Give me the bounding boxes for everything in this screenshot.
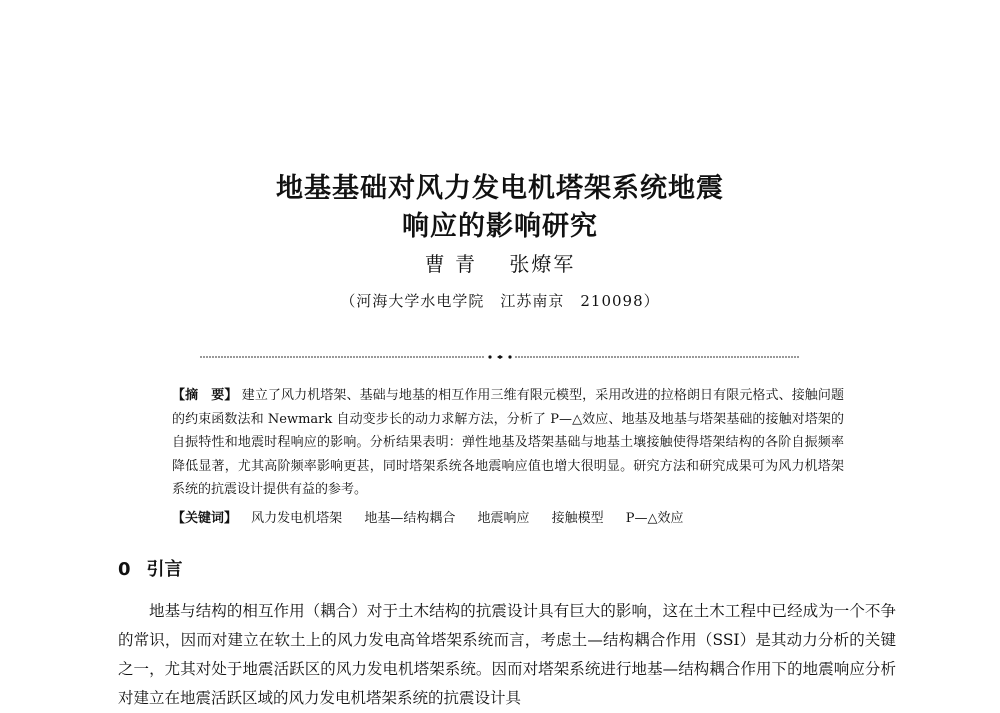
section-heading bbox=[118, 555, 183, 581]
abstract bbox=[172, 384, 844, 502]
ornamental-divider bbox=[200, 355, 800, 359]
authors bbox=[0, 248, 1000, 277]
keyword: 地震响应 bbox=[477, 511, 530, 526]
keyword: 接触模型 bbox=[551, 511, 604, 526]
section-number: 0 bbox=[118, 559, 131, 580]
keywords bbox=[172, 508, 844, 530]
author-1: 曹 青 bbox=[424, 252, 477, 276]
intro-paragraph: 地基与结构的相互作用（耦合）对于土木结构的抗震设计具有巨大的影响，这在土木工程中已经成为一个不争的常识，因而对建立在软土上的风力发电高耸塔架系统而言，考虑土—结构耦合作用（SSI）是其动力分析的关键之一，尤其对处于地震活跃区的风力发电机塔架系统。因而对塔架系统进行地基—结构耦合作用下的地震响应分析对建立在地震活跃区域的风力发电机塔架系统的抗震设计具 bbox=[118, 602, 896, 707]
keywords-label: 【关键词】 bbox=[172, 511, 238, 526]
section-title: 引言 bbox=[146, 559, 183, 580]
abstract-text: 建立了风力机塔架、基础与地基的相互作用三维有限元模型，采用改进的拉格朗日有限元格式、接触问题的约束函数法和 Newmark 自动变步长的动力求解方法，分析了 P—△效应、地基及地基与塔架基础的接触对塔架的自振特性和地震时程响应的影响。分析结果表明：弹性地基及塔架基础与地基土壤接触使得塔架结构的各阶自振频率降低显著，尤其高阶频率影响更甚，同时塔架系统各地震响应值也增大很明显。研究方法和研究成果可为风力机塔架系统的抗震设计提供有益的参考。 bbox=[172, 388, 844, 497]
abstract-label: 【摘 要】 bbox=[172, 388, 238, 403]
keyword: 地基—结构耦合 bbox=[364, 511, 456, 526]
author-2: 张燎军 bbox=[509, 252, 576, 276]
affiliation: （河海大学水电学院 江苏南京 210098） bbox=[340, 292, 660, 310]
keyword: P—△效应 bbox=[625, 511, 684, 526]
keyword: 风力发电机塔架 bbox=[251, 511, 343, 526]
title-line-1: 地基基础对风力发电机塔架系统地震 bbox=[276, 173, 724, 204]
title-line-2: 响应的影响研究 bbox=[402, 211, 598, 242]
